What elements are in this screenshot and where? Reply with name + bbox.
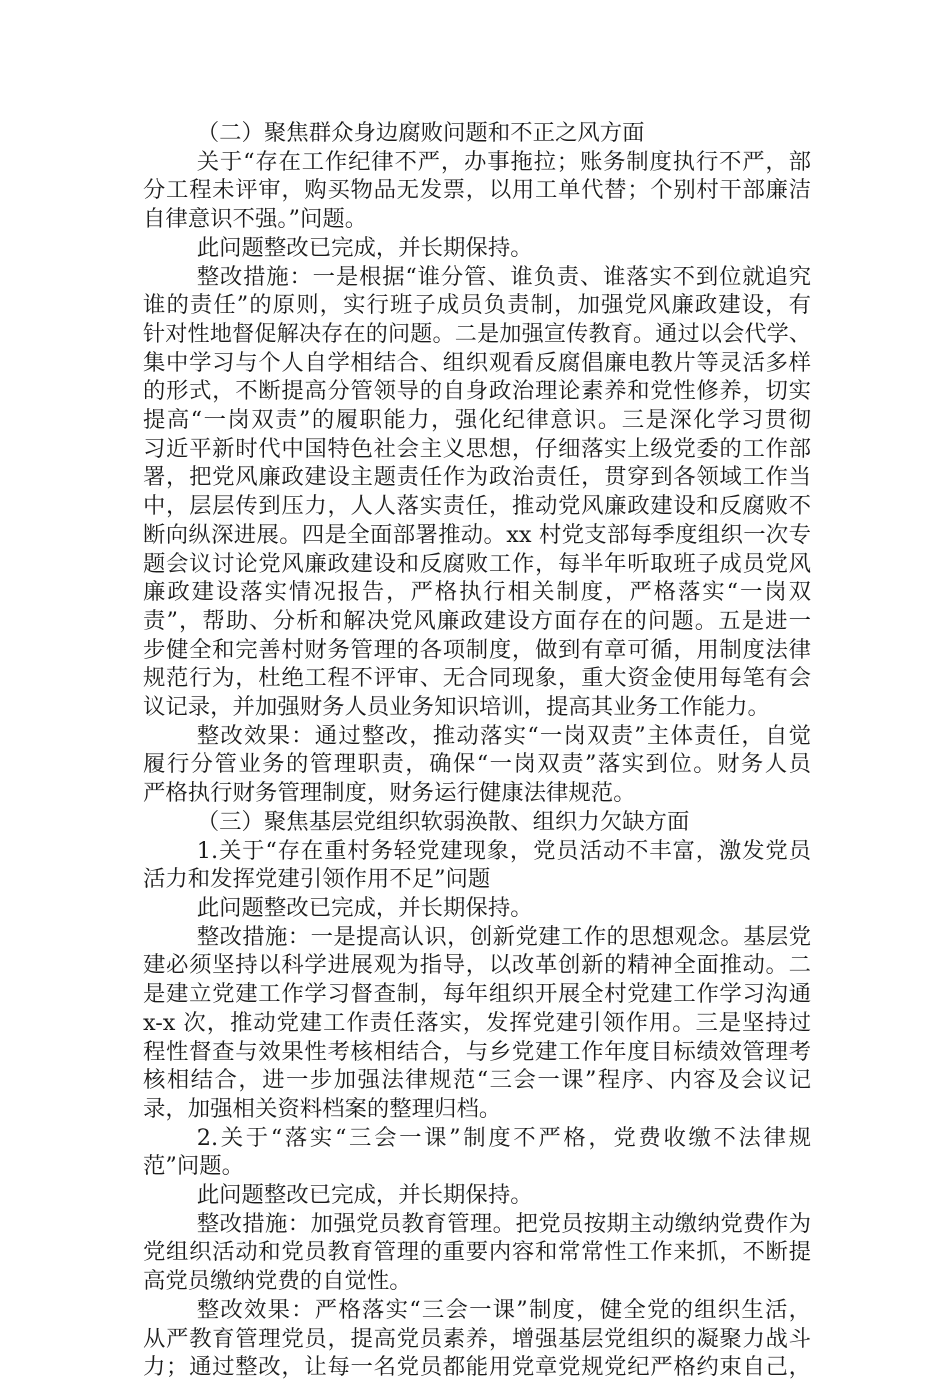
text-line: 谁的责任”的原则，实行班子成员负责制，加强党风廉政建设，有	[143, 292, 811, 319]
text-line: 履行分管业务的管理职责，确保“一岗双责”落实到位。财务人员	[143, 751, 811, 778]
text-line: 整改措施：一是提高认识，创新党建工作的思想观念。基层党	[196, 923, 811, 950]
text-line: 集中学习与个人自学相结合、组织观看反腐倡廉电教片等灵活多样	[143, 349, 811, 376]
text-line: 整改效果：通过整改，推动落实“一岗双责”主体责任，自觉	[196, 722, 811, 749]
text-line: 此问题整改已完成，并长期保持。	[196, 1182, 533, 1209]
text-line: 建必须坚持以科学进展观为指导，以改革创新的精神全面推动。二	[143, 952, 811, 979]
text-line: 活力和发挥党建引领作用不足”问题	[143, 866, 491, 893]
text-line: 中，层层传到压力，人人落实责任，推动党风廉政建设和反腐败不	[143, 493, 811, 520]
text-line: 党组织活动和党员教育管理的重要内容和常常性工作来抓，不断提	[143, 1239, 811, 1266]
text-line: 规范行为，杜绝工程不评审、无合同现象，重大资金使用每笔有会	[143, 665, 811, 692]
text-line: （三）聚焦基层党组织软弱涣散、组织力欠缺方面	[196, 808, 690, 835]
text-line: 题会议讨论党风廉政建设和反腐败工作，每半年听取班子成员党风	[143, 550, 811, 577]
text-line: 是建立党建工作学习督查制，每年组织开展全村党建工作学习沟通	[143, 981, 811, 1008]
text-line: 程性督查与效果性考核相结合，与乡党建工作年度目标绩效管理考	[143, 1038, 811, 1065]
text-line: 习近平新时代中国特色社会主义思想，仔细落实上级党委的工作部	[143, 435, 811, 462]
text-line: 提高“一岗双责”的履职能力，强化纪律意识。三是深化学习贯彻	[143, 407, 811, 434]
text-line: 1.关于“存在重村务轻党建现象，党员活动不丰富，激发党员	[196, 837, 811, 864]
text-line: 议记录，并加强财务人员业务知识培训，提高其业务工作能力。	[143, 694, 770, 721]
text-line: 高党员缴纳党费的自觉性。	[143, 1268, 412, 1295]
text-line: 整改措施：加强党员教育管理。把党员按期主动缴纳党费作为	[196, 1210, 811, 1237]
text-line: x-x 次，推动党建工作责任落实，发挥党建引领作用。三是坚持过	[143, 1009, 811, 1036]
text-line: （二）聚焦群众身边腐败问题和不正之风方面	[196, 120, 645, 146]
text-line: 整改措施：一是根据“谁分管、谁负责、谁落实不到位就追究	[196, 263, 811, 290]
text-line: 署，把党风廉政建设主题责任作为政治责任，贯穿到各领域工作当	[143, 464, 811, 491]
text-line: 录，加强相关资料档案的整理归档。	[143, 1095, 502, 1122]
document-body	[143, 119, 811, 1382]
text-line: 廉政建设落实情况报告，严格执行相关制度，严格落实“一岗双	[143, 579, 811, 606]
text-line: 分工程未评审，购买物品无发票，以用工单代替；个别村干部廉洁	[143, 177, 811, 204]
text-line: 从严教育管理党员，提高党员素养，增强基层党组织的凝聚力战斗	[143, 1325, 811, 1352]
text-line: 此问题整改已完成，并长期保持。	[196, 894, 533, 921]
text-line: 自律意识不强。”问题。	[143, 206, 368, 233]
text-line: 2.关于“落实“三会一课”制度不严格，党费收缴不法律规	[196, 1124, 811, 1151]
text-line: 责”，帮助、分析和解决党风廉政建设方面存在的问题。五是进一	[143, 607, 811, 634]
text-line: 核相结合，进一步加强法律规范“三会一课”程序、内容及会议记	[143, 1067, 811, 1094]
text-line: 断向纵深进展。四是全面部署推动。xx 村党支部每季度组织一次专	[143, 521, 811, 548]
text-line: 关于“存在工作纪律不严，办事拖拉；账务制度执行不严，部	[196, 148, 811, 175]
text-line: 范”问题。	[143, 1153, 245, 1180]
text-line: 整改效果：严格落实“三会一课”制度，健全党的组织生活，	[196, 1296, 811, 1323]
text-line: 的形式，不断提高分管领导的自身政治理论素养和党性修养，切实	[143, 378, 811, 405]
text-line: 严格执行财务管理制度，财务运行健康法律规范。	[143, 780, 636, 807]
text-line: 此问题整改已完成，并长期保持。	[196, 234, 533, 261]
text-line: 针对性地督促解决存在的问题。二是加强宣传教育。通过以会代学、	[143, 320, 811, 347]
text-line: 力；通过整改，让每一名党员都能用党章党规党纪严格约束自己，	[143, 1354, 811, 1381]
text-line: 步健全和完善村财务管理的各项制度，做到有章可循，用制度法律	[143, 636, 811, 663]
